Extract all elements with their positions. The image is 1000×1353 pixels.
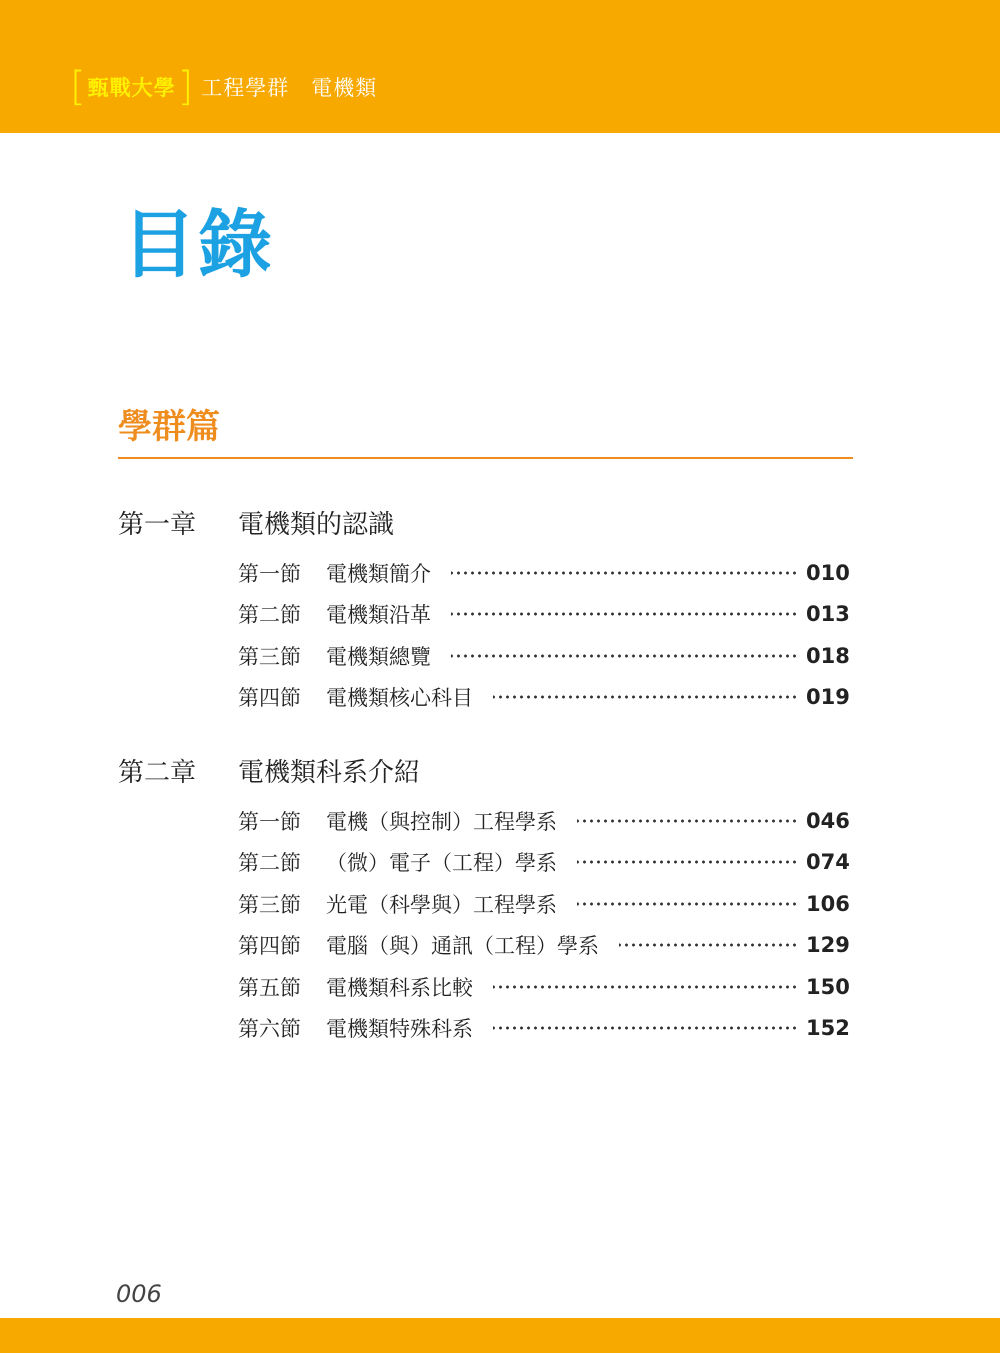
section-number: 第二節	[238, 851, 301, 876]
dot-leader	[451, 612, 798, 616]
page-ref: 129	[806, 933, 850, 958]
section-title-text: 電機類特殊科系	[326, 1017, 473, 1042]
section-divider	[118, 457, 853, 459]
page-ref: 018	[806, 643, 850, 668]
section-number: 第三節	[238, 892, 301, 917]
page-ref: 019	[806, 685, 850, 710]
chapter-number: 第二章	[118, 757, 197, 788]
toc-entry[interactable]	[238, 552, 850, 594]
page-ref: 046	[806, 808, 850, 833]
brand-name: 甄戰大學	[87, 76, 176, 100]
page-ref: 013	[806, 602, 850, 627]
section-title-text: （微）電子（工程）學系	[326, 851, 557, 876]
page-ref: 074	[806, 850, 850, 875]
section-number: 第六節	[238, 1017, 301, 1042]
toc-entry[interactable]	[238, 966, 850, 1008]
section-title-text: 電機類簡介	[326, 561, 431, 586]
dot-leader	[577, 860, 798, 864]
chapter-number: 第一章	[118, 509, 197, 540]
dot-leader	[451, 571, 798, 575]
chapter-title: 電機類科系介紹	[238, 757, 421, 788]
section-title-text: 光電（科學與）工程學系	[326, 892, 557, 917]
section-title-text: 電腦（與）通訊（工程）學系	[326, 934, 599, 959]
section-number: 第三節	[238, 644, 301, 669]
bracket-right: ]	[177, 64, 194, 110]
chapter-1	[118, 500, 878, 718]
section-number: 第一節	[238, 561, 301, 586]
section-number: 第二節	[238, 603, 301, 628]
dot-leader	[451, 654, 798, 658]
dot-leader	[577, 819, 798, 823]
dot-leader	[493, 695, 798, 699]
dot-leader	[577, 902, 798, 906]
dot-leader	[493, 1026, 798, 1030]
series-category: 電機類	[311, 76, 378, 100]
section-title-text: 電機類總覽	[326, 644, 431, 669]
page-number: 006	[116, 1280, 162, 1308]
toc-entry[interactable]	[238, 677, 850, 719]
section-number: 第五節	[238, 975, 301, 1000]
chapter-heading	[118, 748, 878, 792]
toc-entry[interactable]	[238, 800, 850, 842]
toc-entry[interactable]	[238, 635, 850, 677]
toc-entry[interactable]	[238, 883, 850, 925]
page-ref: 152	[806, 1016, 850, 1041]
bracket-left: [	[70, 64, 86, 110]
dot-leader	[619, 943, 798, 947]
header-bar	[0, 0, 1000, 133]
toc-entry[interactable]	[238, 842, 850, 884]
footer-bar	[0, 1318, 1000, 1353]
chapter-title: 電機類的認識	[238, 509, 395, 540]
section-title: 學群篇	[118, 407, 220, 447]
section-number: 第四節	[238, 686, 301, 711]
section-number: 第四節	[238, 934, 301, 959]
chapter-heading	[118, 500, 878, 544]
toc-entry[interactable]	[238, 594, 850, 636]
section-number: 第一節	[238, 809, 301, 834]
section-title-text: 電機類沿革	[326, 603, 431, 628]
chapter-2	[118, 748, 878, 1049]
section-title-text: 電機類科系比較	[326, 975, 473, 1000]
series-brand	[70, 64, 377, 110]
section-title-text: 電機類核心科目	[326, 686, 473, 711]
page-ref: 010	[806, 560, 850, 585]
page-title: 目錄	[122, 202, 274, 288]
toc-entry[interactable]	[238, 925, 850, 967]
page-ref: 106	[806, 891, 850, 916]
section-title-text: 電機（與控制）工程學系	[326, 809, 557, 834]
toc-entry[interactable]	[238, 1008, 850, 1050]
page-ref: 150	[806, 974, 850, 999]
series-subtitle: 工程學群	[201, 76, 290, 100]
dot-leader	[493, 985, 798, 989]
